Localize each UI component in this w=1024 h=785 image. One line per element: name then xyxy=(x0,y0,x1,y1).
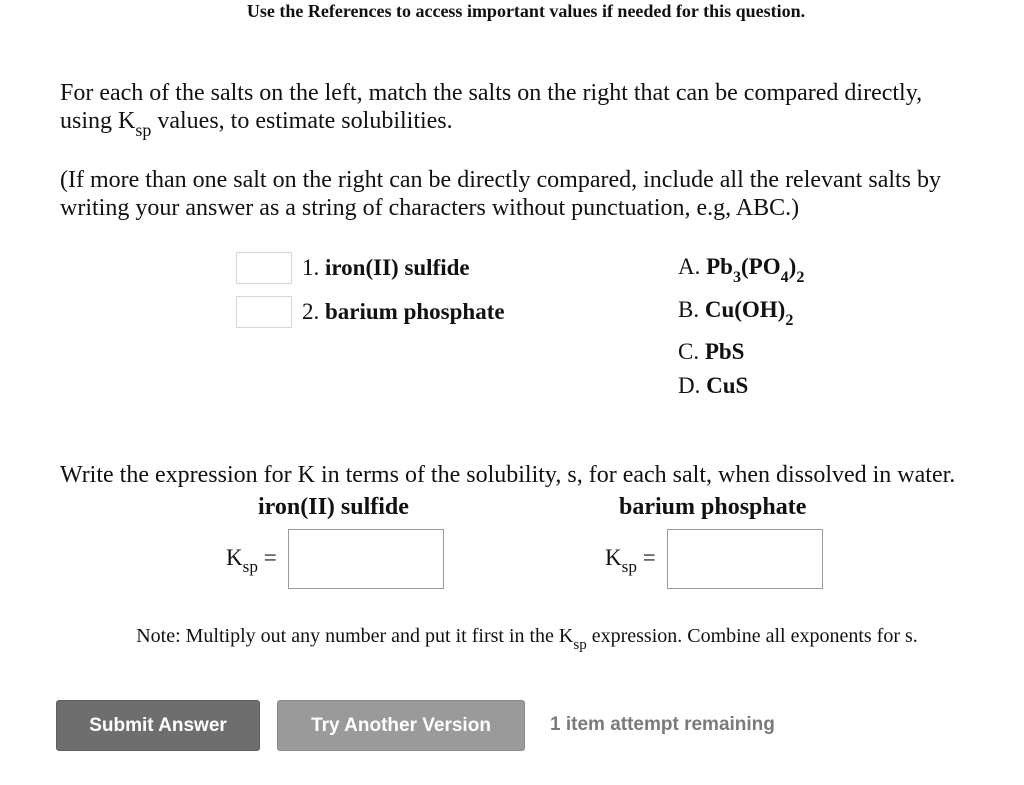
note-text: Note: Multiply out any number and put it first in the $K_{sp}$ expression. Combine all exponents for s. xyxy=(136,625,918,653)
salt-heading-2: barium phosphate xyxy=(619,494,807,520)
match-input-1[interactable] xyxy=(236,252,292,284)
match-input-2[interactable] xyxy=(236,296,292,328)
references-notice: Use the References to access important values if needed for this question. xyxy=(246,1,806,21)
right-option-c: C. PbS xyxy=(678,339,745,364)
ksp-input-2[interactable] xyxy=(667,529,823,589)
ksp-input-1[interactable] xyxy=(288,529,444,589)
left-salt-1: 1. iron(II) sulfide xyxy=(302,255,470,280)
right-option-b: B. $Cu(OH)_2$ xyxy=(678,297,794,329)
instructions-line-2-pre: using K xyxy=(60,108,136,134)
instructions-line-1: For each of the salts on the left, match the salts on the right that can be compared directly, xyxy=(60,80,923,106)
try-another-version-button[interactable]: Try Another Version xyxy=(277,700,525,751)
ksp-label-2: $K_{sp}$ = xyxy=(605,545,656,577)
attempts-remaining: 1 item attempt remaining xyxy=(550,714,775,735)
salt-heading-1: iron(II) sulfide xyxy=(258,494,409,520)
right-option-d: D. CuS xyxy=(678,373,749,398)
instructions-paragraph xyxy=(60,79,990,140)
right-option-a: A. $Pb_3(PO_4)_2$ xyxy=(678,254,805,286)
left-salt-2: 2. barium phosphate xyxy=(302,299,505,324)
instructions-parenthetical: (If more than one salt on the right can be directly compared, include all the relevant salts by writing your answer as a string of characters without punctuation, e.g, ABC.) xyxy=(60,167,942,221)
instructions-line-2-post: values, to estimate solubilities. xyxy=(151,108,453,134)
ksp-subscript: sp xyxy=(135,119,152,140)
submit-answer-button[interactable]: Submit Answer xyxy=(56,700,260,751)
ksp-label-1: $K_{sp}$ = xyxy=(226,545,277,577)
expression-prompt: Write the expression for K in terms of the solubility, s, for each salt, when dissolved in water. xyxy=(60,462,956,488)
